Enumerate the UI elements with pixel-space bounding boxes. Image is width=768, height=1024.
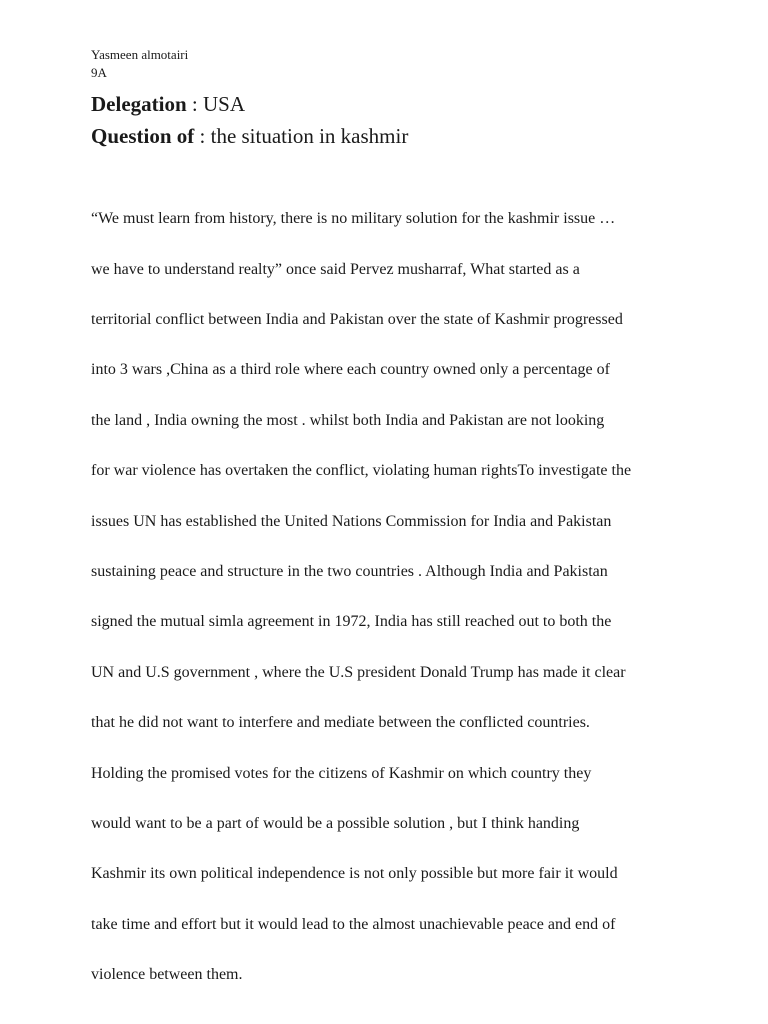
body-paragraph: [91, 181, 691, 1013]
question-value: the situation in kashmir: [210, 124, 409, 148]
delegation-label: Delegation: [91, 92, 187, 116]
body-line: signed the mutual simla agreement in 1972, India has still reached out to both the: [91, 613, 612, 631]
author-block: [91, 46, 691, 82]
question-separator: :: [194, 124, 211, 148]
body-line: take time and effort but it would lead to the almost unachievable peace and end of: [91, 915, 616, 933]
heading-block: [91, 88, 691, 152]
question-label: Question of: [91, 124, 195, 148]
delegation-line: [91, 88, 691, 120]
body-line: sustaining peace and structure in the two countries . Although India and Pakistan: [91, 563, 608, 581]
author-name: Yasmeen almotairi: [91, 47, 189, 62]
body-line: for war violence has overtaken the conflict, violating human rightsTo investigate the: [91, 462, 632, 480]
author-class: 9A: [91, 65, 107, 80]
body-line: Holding the promised votes for the citizens of Kashmir on which country they: [91, 764, 592, 782]
body-line: issues UN has established the United Nations Commission for India and Pakistan: [91, 512, 612, 530]
body-line: we have to understand realty” once said Pervez musharraf, What started as a: [91, 260, 580, 278]
body-line: would want to be a part of would be a possible solution , but I think handing: [91, 815, 580, 833]
delegation-separator: :: [186, 92, 203, 116]
delegation-value: USA: [203, 92, 246, 116]
body-line: that he did not want to interfere and mediate between the conflicted countries.: [91, 714, 590, 732]
body-line: “We must learn from history, there is no military solution for the kashmir issue …: [91, 210, 616, 228]
body-line: into 3 wars ,China as a third role where each country owned only a percentage of: [91, 361, 610, 379]
body-line: the land , India owning the most . whilst both India and Pakistan are not looking: [91, 411, 605, 429]
body-line: violence between them.: [91, 966, 243, 984]
body-line: territorial conflict between India and Pakistan over the state of Kashmir progressed: [91, 311, 623, 329]
body-line: UN and U.S government , where the U.S president Donald Trump has made it clear: [91, 663, 626, 681]
question-line: [91, 120, 691, 152]
document-page: [91, 46, 691, 1013]
body-line: Kashmir its own political independence is not only possible but more fair it would: [91, 865, 618, 883]
